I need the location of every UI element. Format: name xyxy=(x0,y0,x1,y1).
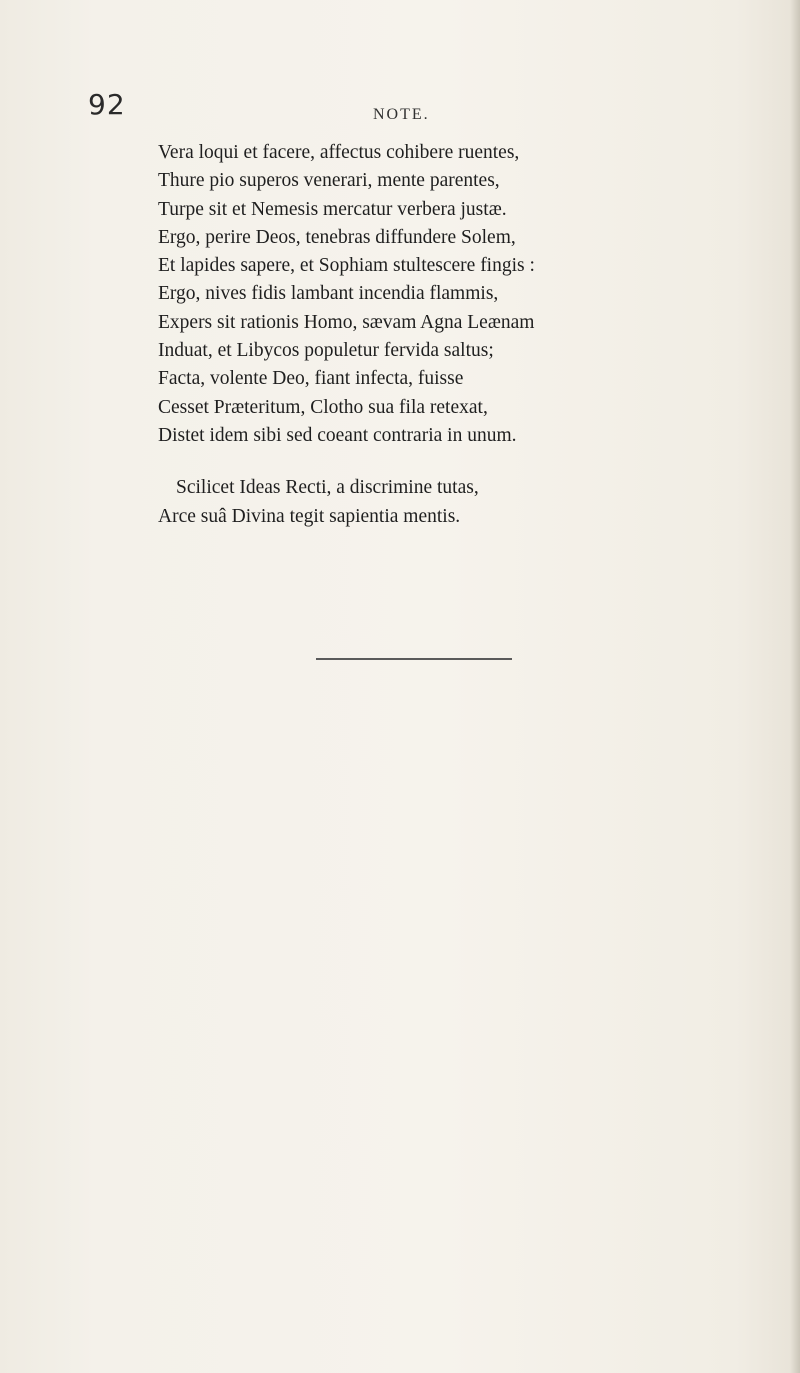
verse-line: Scilicet Ideas Recti, a discrimine tutas, xyxy=(176,477,479,499)
verse-line: Ergo, nives fidis lambant incendia flammis, xyxy=(158,283,499,305)
page-edge-shadow xyxy=(790,0,800,1373)
verse-line: Facta, volente Deo, fiant infecta, fuisse xyxy=(158,368,464,390)
verse-line: Expers sit rationis Homo, sævam Agna Leænam xyxy=(158,311,535,333)
page-number: 92 xyxy=(88,88,126,121)
verse-line: Ergo, perire Deos, tenebras diffundere Solem, xyxy=(158,226,516,248)
verse-line: Thure pio superos venerari, mente parentes, xyxy=(158,170,500,192)
verse-line: Vera loqui et facere, affectus cohibere ruentes, xyxy=(158,142,520,163)
verse-line: Turpe sit et Nemesis mercatur verbera justæ. xyxy=(158,198,507,220)
running-head: NOTE. xyxy=(373,106,430,123)
verse-line: Et lapides sapere, et Sophiam stultescere fingis : xyxy=(158,255,535,277)
verse-line: Distet idem sibi sed coeant contraria in unum. xyxy=(158,424,517,446)
verse-line: Arce suâ Divina tegit sapientia mentis. xyxy=(158,505,461,527)
stanza-gap xyxy=(158,450,718,474)
verse-line: Induat, et Libycos populetur fervida saltus; xyxy=(158,340,494,362)
section-divider-rule xyxy=(316,658,512,660)
verse-line: Cesset Præteritum, Clotho sua fila retexat, xyxy=(158,396,488,418)
verse-block xyxy=(158,139,718,531)
